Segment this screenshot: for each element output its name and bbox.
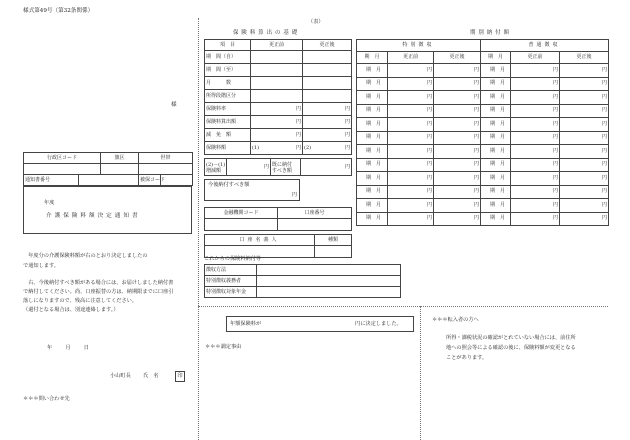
schedule-amount-cell: 円 <box>434 131 481 145</box>
schedule-amount-cell: 円 <box>511 104 560 118</box>
addressee-honorific: 様 <box>171 102 177 108</box>
notice-title: 介護保険料額決定通知書 <box>46 213 141 219</box>
schedule-period-cell <box>357 145 388 159</box>
basis-row-label: 期 間（自） <box>205 51 251 64</box>
schedule-row <box>357 77 609 91</box>
diff-label: (2)－(1) <box>206 161 226 168</box>
period-mark: 期 <box>366 66 372 73</box>
schedule-amount-cell: 円 <box>560 131 609 145</box>
schedule-period-cell <box>357 91 388 105</box>
ref1-label: (1) <box>252 144 260 151</box>
transfer-line: ことがあります。 <box>446 355 488 361</box>
special-collection-header: 特別徴収 <box>357 40 481 52</box>
schedule-period-cell <box>357 64 388 78</box>
period-mark: 期 <box>366 161 372 168</box>
body-text <box>23 254 193 317</box>
basis-yen: 円 <box>251 129 303 142</box>
schedule-period-cell <box>357 199 388 213</box>
schedule-period-cell <box>481 104 511 118</box>
month-mark: 月 <box>376 161 382 168</box>
admin-code-value <box>24 164 101 175</box>
month-mark: 月 <box>376 134 382 141</box>
schedule-amount-cell: 円 <box>511 172 560 186</box>
period-mark: 期 <box>366 147 372 154</box>
inquiry-label: ＊＊＊問い合わせ先 <box>23 396 70 402</box>
month-mark: 月 <box>500 120 506 127</box>
schedule-period-cell <box>481 212 511 226</box>
transfer-text <box>446 336 576 366</box>
period-header: 期 月 <box>357 52 388 64</box>
schedule-amount-cell: 円 <box>388 158 434 172</box>
bank-code-label: 金融機関コード <box>205 208 278 219</box>
schedule-amount-cell: 円 <box>560 172 609 186</box>
basis-row-label: 所得段階区分 <box>205 90 251 103</box>
schedule-period-cell <box>357 131 388 145</box>
collection-method-label: 徴収方法 <box>205 265 257 276</box>
correction-reason-label: ＊＊＊調定事由 <box>205 344 242 350</box>
insured-code-label: 被保コード <box>139 175 161 186</box>
month-mark: 月 <box>376 107 382 114</box>
schedule-period-cell <box>481 118 511 132</box>
schedule-amount-cell: 円 <box>511 91 560 105</box>
basis-cell <box>251 64 303 77</box>
schedule-amount-cell: 円 <box>434 77 481 91</box>
month-mark: 月 <box>376 201 382 208</box>
schedule-amount-cell: 円 <box>511 185 560 199</box>
month-mark: 月 <box>500 147 506 154</box>
transfer-line: 地への照会等による確認の後に、保険料額が変更となる <box>446 345 576 351</box>
month-mark: 月 <box>376 174 382 181</box>
paid-label: 既に納付 <box>272 161 293 168</box>
basis-row-label: 保険料率 <box>205 103 251 116</box>
schedule-period-cell <box>357 172 388 186</box>
basis-row-label: 月 数 <box>205 77 251 90</box>
form-number: 様式第49号（第32条関係） <box>23 8 94 14</box>
diff-yen: 円 <box>227 159 271 176</box>
basis-cell <box>251 77 303 90</box>
household-value <box>139 164 193 175</box>
basis-cell <box>303 90 352 103</box>
month-mark: 月 <box>500 174 506 181</box>
schedule-row <box>357 199 609 213</box>
period-mark: 期 <box>490 134 496 141</box>
schedule-amount-cell: 円 <box>434 104 481 118</box>
holder-table <box>204 234 352 258</box>
notice-number-label: 通知書番号 <box>24 175 79 186</box>
paragraph-line: で通知します。 <box>23 263 59 269</box>
diff-sub: 増減額 <box>206 167 222 174</box>
issue-date: 年 月 日 <box>47 345 93 351</box>
period-mark: 期 <box>490 161 496 168</box>
basis-cell <box>251 90 303 103</box>
schedule-period-cell <box>481 185 511 199</box>
period-mark: 期 <box>366 201 372 208</box>
schedule-amount-cell: 円 <box>560 77 609 91</box>
schedule-amount-cell: 円 <box>560 64 609 78</box>
collection-method-value <box>257 265 401 276</box>
pension-label: 特別徴収対象年金 <box>205 287 257 298</box>
schedule-amount-cell: 円 <box>434 145 481 159</box>
before-header: 更正前 <box>388 52 434 64</box>
period-mark: 期 <box>366 134 372 141</box>
schedule-amount-cell: 円 <box>434 212 481 226</box>
schedule-period-cell <box>357 185 388 199</box>
period-mark: 期 <box>490 80 496 87</box>
seal-mark: 印 <box>175 371 185 382</box>
bank-code-value <box>205 219 278 231</box>
future-payment-box <box>204 179 300 201</box>
month-mark: 月 <box>376 80 382 87</box>
schedule-amount-cell: 円 <box>388 91 434 105</box>
basis-yen: 円 <box>303 103 352 116</box>
schedule-amount-cell: 円 <box>388 104 434 118</box>
schedule-amount-cell: 円 <box>434 91 481 105</box>
district-value <box>101 164 139 175</box>
code-table <box>23 152 193 186</box>
decision-suffix: 円に決定しました。 <box>355 321 402 327</box>
insured-code-value <box>161 175 193 186</box>
cut-line <box>198 306 608 307</box>
schedule-period-cell <box>481 91 511 105</box>
schedule-amount-cell: 円 <box>560 199 609 213</box>
schedule-period-cell <box>357 104 388 118</box>
schedule-period-cell <box>481 64 511 78</box>
schedule-amount-cell: 円 <box>434 199 481 213</box>
period-mark: 期 <box>366 188 372 195</box>
basis-row-label: 保険料算出額 <box>205 116 251 129</box>
month-mark: 月 <box>376 215 382 222</box>
basis-cell <box>303 64 352 77</box>
paragraph-line: で納付してください。尚、口座振替の方は、納期限までに口座引 <box>23 289 174 295</box>
normal-collection-header: 普通徴収 <box>481 40 609 52</box>
account-type-value <box>315 246 352 258</box>
schedule-period-cell <box>357 118 388 132</box>
period-mark: 期 <box>490 66 496 73</box>
basis-row-label: 保険料額 <box>205 142 251 155</box>
month-mark: 月 <box>500 161 506 168</box>
after-header: 更正後 <box>560 52 609 64</box>
schedule-period-cell <box>357 158 388 172</box>
schedule-amount-cell: 円 <box>560 91 609 105</box>
schedule-amount-cell: 円 <box>511 158 560 172</box>
mayor-name-label: 氏 名 <box>143 373 159 379</box>
basis-title: 保険料算出の基礎 <box>233 30 301 36</box>
schedule-amount-cell: 円 <box>511 131 560 145</box>
schedule-amount-cell: 円 <box>388 199 434 213</box>
month-mark: 月 <box>500 188 506 195</box>
schedule-amount-cell: 円 <box>511 64 560 78</box>
cut-line <box>420 306 421 440</box>
schedule-amount-cell: 円 <box>434 64 481 78</box>
period-mark: 期 <box>366 120 372 127</box>
account-type-label: 種類 <box>315 235 352 246</box>
schedule-row <box>357 131 609 145</box>
basis-yen: 円 <box>303 116 352 129</box>
schedule-amount-cell: 円 <box>388 145 434 159</box>
schedule-row <box>357 104 609 118</box>
schedule-amount-cell: 円 <box>560 158 609 172</box>
schedule-amount-cell: 円 <box>560 185 609 199</box>
basis-table <box>204 39 352 155</box>
period-mark: 期 <box>366 215 372 222</box>
schedule-amount-cell: 円 <box>388 77 434 91</box>
schedule-body <box>357 64 609 226</box>
period-mark: 期 <box>490 188 496 195</box>
notice-year: 年度 <box>44 200 55 206</box>
basis-header-after: 更正後 <box>303 40 352 51</box>
basis-header-item: 項 目 <box>205 40 251 51</box>
transfer-title: ＊＊＊転入者の方へ <box>432 317 479 323</box>
schedule-period-cell <box>481 199 511 213</box>
transfer-line: 所得・課税状況の確認がとれていない場合には、前住所 <box>446 335 576 341</box>
paragraph-line: 落しになりますので、残高に注意してください。 <box>23 298 138 304</box>
schedule-amount-cell: 円 <box>434 118 481 132</box>
basis-row-label: 期 間（至） <box>205 64 251 77</box>
schedule-amount-cell: 円 <box>388 212 434 226</box>
schedule-table <box>356 39 609 226</box>
schedule-row <box>357 64 609 78</box>
schedule-amount-cell: 円 <box>434 158 481 172</box>
schedule-row <box>357 158 609 172</box>
paragraph-line: （還付となる場合は、別途連絡します。） <box>23 307 119 313</box>
basis-yen: 円 <box>251 103 303 116</box>
admin-code-label: 行政区コード <box>24 153 101 164</box>
account-number-label: 口座番号 <box>278 208 352 219</box>
period-mark: 期 <box>490 201 496 208</box>
schedule-amount-cell: 円 <box>388 185 434 199</box>
payment-info-title: これからの保険料納付等 <box>204 256 262 262</box>
notice-number-value <box>79 175 139 186</box>
decision-box <box>226 316 414 332</box>
schedule-amount-cell: 円 <box>560 145 609 159</box>
paragraph-line: 右、今後納付すべき額がある場合には、お届けしました納付書 <box>23 280 174 286</box>
schedule-period-cell <box>357 77 388 91</box>
schedule-title: 期別納付額 <box>470 30 512 36</box>
paid-yen: 円 <box>301 159 352 176</box>
schedule-row <box>357 118 609 132</box>
month-mark: 月 <box>376 188 382 195</box>
schedule-row <box>357 185 609 199</box>
district-label: 旗区 <box>101 153 139 164</box>
month-mark: 月 <box>500 215 506 222</box>
basis-header-before: 更正前 <box>251 40 303 51</box>
future-payment-label: 今後納付すべき額 <box>208 182 250 188</box>
schedule-amount-cell: 円 <box>434 185 481 199</box>
schedule-row <box>357 145 609 159</box>
period-header: 期 月 <box>481 52 511 64</box>
future-payment-yen: 円 <box>291 192 297 198</box>
period-mark: 期 <box>490 147 496 154</box>
schedule-period-cell <box>481 131 511 145</box>
special-collector-value <box>257 276 401 287</box>
pension-value <box>257 287 401 298</box>
schedule-amount-cell: 円 <box>511 199 560 213</box>
period-mark: 期 <box>366 80 372 87</box>
period-mark: 期 <box>366 93 372 100</box>
schedule-amount-cell: 円 <box>560 118 609 132</box>
month-mark: 月 <box>500 201 506 208</box>
month-mark: 月 <box>500 80 506 87</box>
schedule-row <box>357 212 609 226</box>
basis-cell <box>303 77 352 90</box>
schedule-period-cell <box>357 212 388 226</box>
ref2-label: (2) <box>304 144 312 151</box>
basis-cell <box>303 51 352 64</box>
schedule-row <box>357 91 609 105</box>
schedule-amount-cell: 円 <box>388 172 434 186</box>
paid-sub: すべき額 <box>272 167 292 174</box>
schedule-amount-cell: 円 <box>560 104 609 118</box>
account-holder-label: 口座名義人 <box>205 235 315 246</box>
month-mark: 月 <box>500 107 506 114</box>
schedule-row <box>357 172 609 186</box>
schedule-amount-cell: 円 <box>511 145 560 159</box>
front-side-mark: （表） <box>308 19 324 25</box>
paragraph-line: 年度分の介護保険料額が右のとおり決定しましたの <box>23 253 148 259</box>
schedule-period-cell <box>481 158 511 172</box>
period-mark: 期 <box>366 107 372 114</box>
schedule-amount-cell: 円 <box>511 212 560 226</box>
schedule-amount-cell: 円 <box>511 118 560 132</box>
schedule-amount-cell: 円 <box>388 118 434 132</box>
bank-table <box>204 207 352 231</box>
schedule-period-cell <box>481 77 511 91</box>
basis-cell <box>251 51 303 64</box>
payment-info-table <box>204 264 401 298</box>
household-label: 世帯 <box>139 153 193 164</box>
month-mark: 月 <box>500 134 506 141</box>
special-collector-label: 特別徴収義務者 <box>205 276 257 287</box>
schedule-period-cell <box>481 172 511 186</box>
mayor-title: 小山町長 <box>110 373 131 379</box>
month-mark: 月 <box>376 66 382 73</box>
schedule-amount-cell: 円 <box>434 172 481 186</box>
schedule-period-cell <box>481 145 511 159</box>
basis-yen: 円 <box>344 144 350 151</box>
month-mark: 月 <box>500 93 506 100</box>
period-mark: 期 <box>490 93 496 100</box>
decision-prefix: 年額保険料が <box>230 321 262 327</box>
schedule-amount-cell: 円 <box>560 212 609 226</box>
basis-yen: 円 <box>295 144 301 151</box>
basis-yen: 円 <box>303 129 352 142</box>
period-mark: 期 <box>490 107 496 114</box>
month-mark: 月 <box>376 147 382 154</box>
after-header: 更正後 <box>434 52 481 64</box>
fold-line <box>198 18 199 440</box>
before-header: 更正前 <box>511 52 560 64</box>
period-mark: 期 <box>366 174 372 181</box>
schedule-amount-cell: 円 <box>388 64 434 78</box>
month-mark: 月 <box>500 66 506 73</box>
month-mark: 月 <box>376 120 382 127</box>
schedule-amount-cell: 円 <box>388 131 434 145</box>
account-number-value <box>278 219 352 231</box>
basis-cell-ref1 <box>251 142 303 155</box>
basis-row-label: 減 免 額 <box>205 129 251 142</box>
period-mark: 期 <box>490 215 496 222</box>
schedule-amount-cell: 円 <box>511 77 560 91</box>
period-mark: 期 <box>490 174 496 181</box>
diff-table <box>204 158 352 176</box>
basis-yen: 円 <box>251 116 303 129</box>
period-mark: 期 <box>490 120 496 127</box>
month-mark: 月 <box>376 93 382 100</box>
basis-cell-ref2 <box>303 142 352 155</box>
notice-title-box <box>23 186 192 234</box>
